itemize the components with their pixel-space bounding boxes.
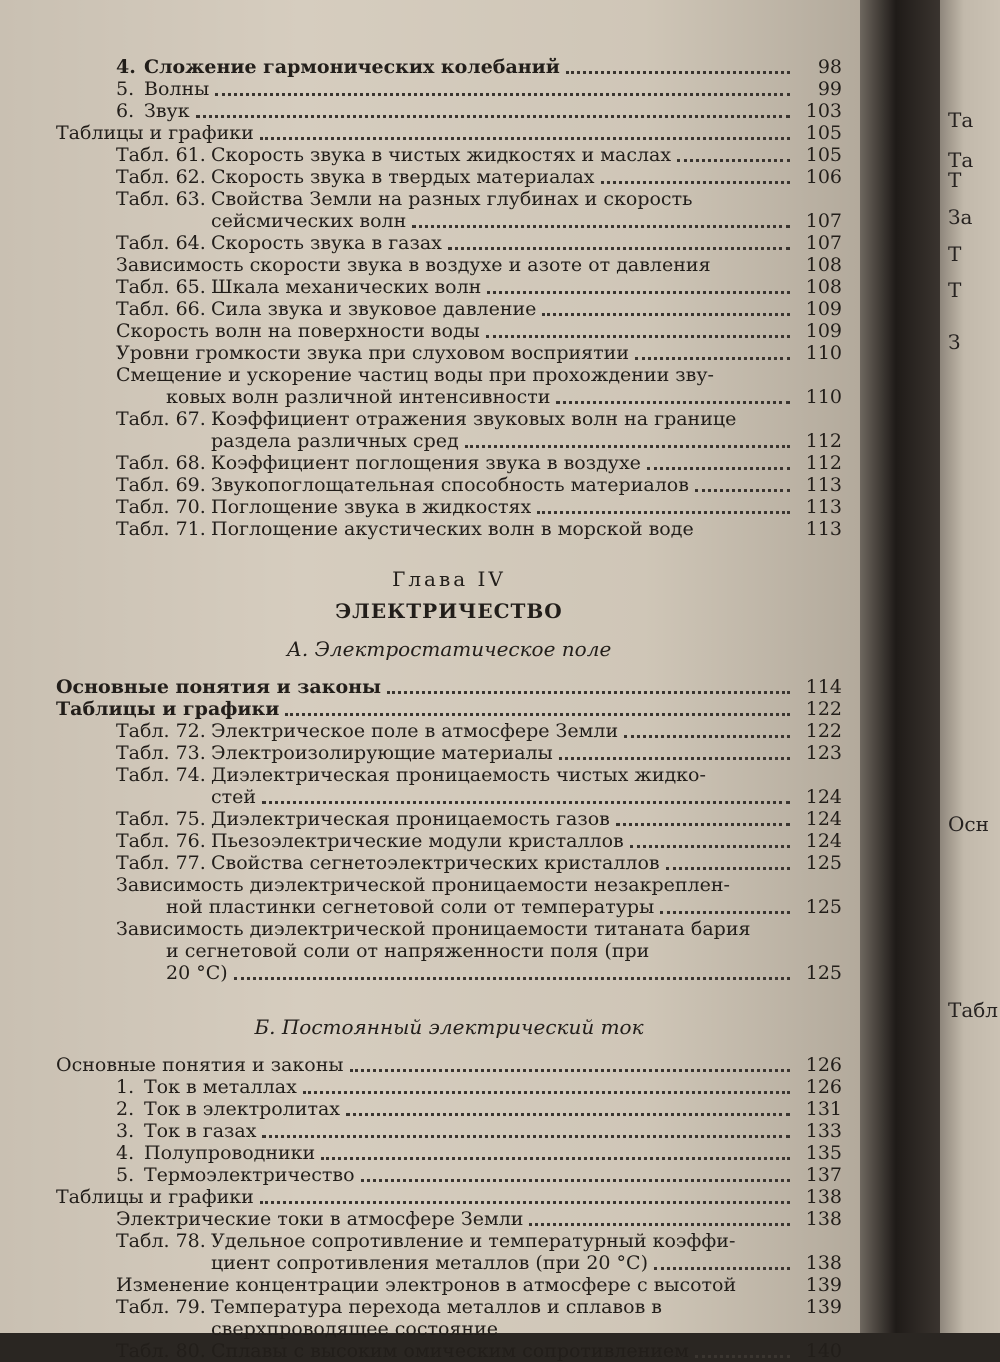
toc-entry-text: Скорость волн на поверхности воды	[116, 320, 480, 342]
toc-entry-number: 5.	[116, 78, 135, 100]
toc-entry-number: Табл. 79.	[116, 1296, 206, 1318]
toc-entry-text: Электрические токи в атмосфере Земли	[116, 1208, 524, 1230]
toc-entry-text: Коэффициент отражения звуковых волн на границе	[211, 408, 737, 430]
toc-entry	[56, 232, 842, 254]
right-page-text-fragment: Та	[948, 108, 974, 132]
toc-entry-number: Табл. 77.	[116, 852, 206, 874]
toc-entry-text: Сплавы с высоким омическим сопротивлением	[211, 1340, 689, 1362]
dot-leader	[677, 159, 790, 162]
toc-page-number: 137	[805, 1164, 842, 1186]
dot-leader	[465, 445, 790, 448]
toc-page-number: 125	[805, 896, 842, 918]
toc-page-number: 138	[805, 1208, 842, 1230]
toc-entry	[56, 874, 842, 896]
toc-entry	[56, 1208, 842, 1230]
dot-leader	[542, 313, 790, 316]
toc-page-number: 139	[805, 1274, 842, 1296]
toc-entry-text: Скорость звука в чистых жидкостях и маслах	[211, 144, 672, 166]
toc-entry-text: Скорость звука в газах	[211, 232, 442, 254]
dot-leader	[660, 911, 790, 914]
toc-page-number: 135	[805, 1142, 842, 1164]
book-gutter	[860, 0, 940, 1333]
toc-entry	[56, 386, 842, 408]
dot-leader	[537, 511, 790, 514]
toc-entry-title	[116, 56, 560, 78]
right-page-text-fragment: Та	[948, 148, 974, 172]
toc-entry-title	[56, 122, 254, 144]
toc-entry-title	[211, 430, 459, 452]
toc-entry	[56, 430, 842, 452]
toc-entry-text: циент сопротивления металлов (при 20 °С)	[211, 1252, 649, 1274]
toc-entry	[56, 852, 842, 874]
dot-leader	[448, 247, 790, 250]
toc-entry-text: ной пластинки сегнетовой соли от температуры	[166, 896, 655, 918]
toc-section-sound	[56, 56, 842, 540]
toc-entry-title	[116, 1076, 297, 1098]
toc-entry-title	[116, 452, 641, 474]
dot-leader	[262, 801, 790, 804]
toc-entry-number: Табл. 70.	[116, 496, 206, 518]
toc-entry	[56, 896, 842, 918]
toc-entry-number: Табл. 68.	[116, 452, 206, 474]
toc-entry	[56, 808, 842, 830]
toc-entry-title	[56, 1186, 254, 1208]
toc-entry-text: 20 °С)	[166, 962, 228, 984]
toc-entry-title	[211, 1318, 498, 1340]
toc-entry	[56, 408, 842, 430]
toc-page-number: 123	[805, 742, 842, 764]
toc-entry-number: Табл. 64.	[116, 232, 206, 254]
dot-leader	[321, 1157, 790, 1160]
toc-entry-title	[116, 342, 629, 364]
toc-entry	[56, 1120, 842, 1142]
dot-leader	[624, 735, 790, 738]
dot-leader	[361, 1179, 790, 1182]
dot-leader	[529, 1223, 790, 1226]
toc-entry-text: Электрическое поле в атмосфере Земли	[211, 720, 619, 742]
toc-page-number: 113	[805, 518, 842, 540]
toc-entry-text: Ток в электролитах	[144, 1098, 340, 1120]
toc-entry	[56, 1318, 842, 1340]
chapter-number: Глава IV	[392, 567, 506, 591]
dot-leader	[234, 977, 790, 980]
toc-page-number: 105	[805, 144, 842, 166]
toc-entry-text: раздела различных сред	[211, 430, 459, 452]
toc-entry	[56, 100, 842, 122]
dot-leader	[601, 181, 790, 184]
toc-page-number: 107	[805, 232, 842, 254]
toc-entry-title	[116, 474, 689, 496]
toc-entry-title	[116, 1208, 523, 1230]
toc-entry-title	[211, 1252, 648, 1274]
toc-entry-title	[166, 962, 228, 984]
toc-page-number: 138	[805, 1186, 842, 1208]
toc-entry	[56, 918, 842, 940]
toc-entry	[56, 342, 842, 364]
toc-entry	[56, 1054, 842, 1076]
dot-leader	[350, 1069, 790, 1072]
toc-entry-text: Полупроводники	[144, 1142, 316, 1164]
toc-entry-title	[116, 254, 711, 276]
right-page-text-fragment: Табл	[948, 998, 999, 1022]
toc-entry-text: Сложение гармонических колебаний	[144, 56, 560, 78]
toc-entry-text: Ток в металлах	[144, 1076, 297, 1098]
toc-entry	[56, 786, 842, 808]
toc-page-number: 109	[805, 320, 842, 342]
toc-entry-title	[116, 166, 595, 188]
toc-entry-title	[116, 1120, 256, 1142]
toc-entry	[56, 720, 842, 742]
toc-entry	[56, 188, 842, 210]
toc-entry-number: Табл. 67.	[116, 408, 206, 430]
right-page-text-fragment: З	[948, 330, 961, 354]
toc-entry	[56, 166, 842, 188]
toc-page-number: 124	[805, 808, 842, 830]
toc-entry-text: Удельное сопротивление и температурный коэффи-	[211, 1230, 736, 1252]
toc-entry-title	[211, 786, 256, 808]
dot-leader	[215, 93, 790, 96]
toc-entry	[56, 144, 842, 166]
toc-entry-number: Табл. 62.	[116, 166, 206, 188]
dot-leader	[647, 467, 790, 470]
toc-entry	[56, 1274, 842, 1296]
toc-page-number: 98	[817, 56, 842, 78]
toc-entry	[56, 764, 842, 786]
toc-section-direct-current	[56, 1054, 842, 1362]
toc-entry-title	[116, 764, 706, 786]
toc-entry	[56, 1230, 842, 1252]
toc-entry	[56, 1098, 842, 1120]
toc-page-number: 110	[805, 342, 842, 364]
toc-entry-text: Таблицы и графики	[56, 122, 254, 144]
toc-entry-number: Табл. 63.	[116, 188, 206, 210]
toc-entry	[56, 962, 842, 984]
toc-entry-title	[116, 496, 531, 518]
toc-page-number: 138	[805, 1252, 842, 1274]
toc-entry-title	[116, 298, 536, 320]
toc-entry-text: Скорость звука в твердых материалах	[211, 166, 595, 188]
toc-entry-number: Табл. 71.	[116, 518, 206, 540]
dot-leader	[566, 71, 790, 74]
toc-entry-text: Сила звука и звуковое давление	[211, 298, 537, 320]
toc-entry	[56, 1164, 842, 1186]
toc-entry-title	[116, 1098, 340, 1120]
toc-entry-text: Поглощение акустических волн в морской воде	[211, 518, 694, 540]
dot-leader	[487, 291, 790, 294]
toc-entry	[56, 830, 842, 852]
dot-leader	[695, 1355, 790, 1358]
toc-entry	[56, 1340, 842, 1362]
toc-entry	[56, 1296, 842, 1318]
dot-leader	[486, 335, 790, 338]
toc-entry-title	[116, 188, 692, 210]
toc-page-number: 114	[805, 676, 842, 698]
toc-entry	[56, 1252, 842, 1274]
toc-page-number: 126	[805, 1076, 842, 1098]
toc-entry	[56, 320, 842, 342]
dot-leader	[654, 1267, 790, 1270]
toc-entry-text: Зависимость скорости звука в воздухе и азоте от давления	[116, 254, 711, 276]
toc-entry	[56, 1186, 842, 1208]
toc-entry-text: Диэлектрическая проницаемость чистых жидко-	[211, 764, 706, 786]
toc-page-number: 133	[805, 1120, 842, 1142]
toc-entry-text: Ток в газах	[144, 1120, 257, 1142]
toc-entry-title	[116, 852, 660, 874]
toc-entry-title	[116, 100, 190, 122]
section-title-electrostatic: А. Электростатическое поле	[286, 637, 612, 661]
right-page-text-fragment: За	[948, 205, 973, 229]
dot-leader	[635, 357, 790, 360]
toc-entry-title	[116, 232, 442, 254]
toc-page-number: 122	[805, 720, 842, 742]
dot-leader	[260, 1201, 790, 1204]
toc-entry-title	[116, 364, 714, 386]
toc-page-number: 126	[805, 1054, 842, 1076]
toc-entry-text: Шкала механических волн	[211, 276, 482, 298]
toc-entry-number: 4.	[116, 1142, 135, 1164]
toc-entry-text: Смещение и ускорение частиц воды при прохождении зву-	[116, 364, 714, 386]
toc-entry-text: Звук	[144, 100, 190, 122]
toc-entry-title	[56, 1054, 344, 1076]
toc-entry-text: Таблицы и графики	[56, 698, 280, 720]
toc-entry-title	[116, 518, 694, 540]
dot-leader	[285, 713, 790, 716]
dot-leader	[559, 757, 790, 760]
toc-entry-number: Табл. 61.	[116, 144, 206, 166]
toc-entry	[56, 474, 842, 496]
toc-entry-number: Табл. 73.	[116, 742, 206, 764]
toc-entry-title	[56, 676, 381, 698]
dot-leader	[262, 1135, 790, 1138]
toc-page-number: 99	[817, 78, 842, 100]
toc-entry	[56, 78, 842, 100]
toc-entry-title	[116, 1274, 736, 1296]
toc-entry	[56, 496, 842, 518]
toc-entry-text: Зависимость диэлектрической проницаемости титаната бария	[116, 918, 751, 940]
toc-entry	[56, 676, 842, 698]
toc-entry-title	[166, 386, 550, 408]
toc-page-number: 109	[805, 298, 842, 320]
toc-entry	[56, 518, 842, 540]
toc-entry	[56, 452, 842, 474]
toc-entry-number: Табл. 78.	[116, 1230, 206, 1252]
dot-leader	[556, 401, 790, 404]
toc-entry-text: сверхпроводящее состояние	[211, 1318, 498, 1340]
toc-entry-number: 2.	[116, 1098, 135, 1120]
toc-page-number: 125	[805, 962, 842, 984]
toc-entry-title	[211, 210, 406, 232]
dot-leader	[412, 225, 790, 228]
table-of-contents	[56, 56, 842, 1362]
toc-entry	[56, 1076, 842, 1098]
toc-section-electrostatic	[56, 676, 842, 984]
toc-entry-title	[116, 1164, 355, 1186]
dot-leader	[346, 1113, 790, 1116]
toc-entry-number: Табл. 66.	[116, 298, 206, 320]
toc-entry-title	[116, 874, 730, 896]
toc-page-number: 139	[805, 1296, 842, 1318]
dot-leader	[387, 691, 790, 694]
section-title-direct-current: Б. Постоянный электрический ток	[254, 1015, 644, 1039]
toc-entry-text: и сегнетовой соли от напряженности поля (при	[166, 940, 650, 962]
toc-entry	[56, 698, 842, 720]
right-page-text-fragment: Т	[948, 242, 962, 266]
toc-entry-text: Изменение концентрации электронов в атмосфере с высотой	[116, 1274, 737, 1296]
toc-page-number: 108	[805, 254, 842, 276]
toc-entry-title	[116, 918, 751, 940]
toc-entry-text: Таблицы и графики	[56, 1186, 254, 1208]
toc-page-number: 103	[805, 100, 842, 122]
toc-entry	[56, 210, 842, 232]
toc-entry-number: Табл. 69.	[116, 474, 206, 496]
dot-leader	[260, 137, 790, 140]
toc-page-number: 113	[805, 474, 842, 496]
toc-entry-text: Основные понятия и законы	[56, 1054, 344, 1076]
toc-entry-text: сейсмических волн	[211, 210, 407, 232]
toc-entry-text: Свойства Земли на разных глубинах и скорость	[211, 188, 693, 210]
toc-entry-title	[116, 742, 553, 764]
toc-entry	[56, 940, 842, 962]
toc-entry-number: Табл. 76.	[116, 830, 206, 852]
toc-page-number: 131	[805, 1098, 842, 1120]
toc-entry	[56, 254, 842, 276]
toc-page-number: 112	[805, 452, 842, 474]
toc-entry	[56, 56, 842, 78]
toc-entry-title	[166, 896, 654, 918]
toc-entry-text: Пьезоэлектрические модули кристаллов	[211, 830, 624, 852]
toc-entry-title	[116, 1230, 735, 1252]
toc-page-number: 113	[805, 496, 842, 518]
toc-entry	[56, 364, 842, 386]
toc-entry-title	[56, 698, 279, 720]
chapter-title: ЭЛЕКТРИЧЕСТВО	[335, 599, 563, 623]
toc-page-number: 140	[805, 1340, 842, 1362]
toc-entry-text: Звукопоглощательная способность материалов	[211, 474, 689, 496]
toc-page-number: 112	[805, 430, 842, 452]
toc-page-number: 108	[805, 276, 842, 298]
toc-entry	[56, 1142, 842, 1164]
right-page-text-fragment: Осн	[948, 812, 989, 836]
toc-entry-number: 5.	[116, 1164, 135, 1186]
toc-entry-number: Табл. 75.	[116, 808, 206, 830]
toc-entry-text: стей	[211, 786, 257, 808]
toc-entry-title	[116, 720, 618, 742]
toc-page-number: 107	[805, 210, 842, 232]
toc-entry-text: Электроизолирующие материалы	[211, 742, 553, 764]
toc-entry-title	[116, 276, 481, 298]
toc-entry	[56, 122, 842, 144]
toc-entry-title	[116, 1142, 315, 1164]
toc-entry-number: Табл. 72.	[116, 720, 206, 742]
toc-entry	[56, 742, 842, 764]
toc-entry-text: Поглощение звука в жидкостях	[211, 496, 532, 518]
toc-entry-number: Табл. 80.	[116, 1340, 206, 1362]
toc-entry-text: Термоэлектричество	[144, 1164, 355, 1186]
dot-leader	[666, 867, 790, 870]
toc-entry-title	[116, 830, 624, 852]
toc-entry-text: Температура перехода металлов и сплавов в	[211, 1296, 662, 1318]
toc-entry-text: Уровни громкости звука при слуховом восприятии	[116, 342, 629, 364]
toc-page-number: 125	[805, 852, 842, 874]
toc-entry-text: Диэлектрическая проницаемость газов	[211, 808, 610, 830]
toc-entry-title	[116, 1340, 689, 1362]
toc-entry-number: 3.	[116, 1120, 135, 1142]
toc-entry-text: ковых волн различной интенсивности	[166, 386, 551, 408]
toc-entry-number: Табл. 65.	[116, 276, 206, 298]
right-page-text-fragment: Т	[948, 278, 962, 302]
toc-entry-title	[116, 408, 736, 430]
toc-entry-number: 4.	[116, 56, 136, 78]
toc-entry-text: Волны	[144, 78, 210, 100]
toc-page-number: 110	[805, 386, 842, 408]
toc-entry-title	[116, 78, 209, 100]
right-page-text-fragment: Т	[948, 168, 962, 192]
toc-entry-title	[116, 808, 610, 830]
toc-entry-title	[116, 1296, 662, 1318]
toc-page-number: 124	[805, 830, 842, 852]
toc-entry-number: 6.	[116, 100, 135, 122]
toc-entry-text: Коэффициент поглощения звука в воздухе	[211, 452, 641, 474]
toc-entry	[56, 298, 842, 320]
toc-entry-title	[116, 320, 480, 342]
dot-leader	[695, 489, 790, 492]
toc-page-number: 105	[805, 122, 842, 144]
dot-leader	[196, 115, 790, 118]
dot-leader	[303, 1091, 790, 1094]
toc-entry-title	[166, 940, 649, 962]
dot-leader	[616, 823, 790, 826]
toc-page-number: 124	[805, 786, 842, 808]
book-page-right	[940, 0, 1000, 1333]
toc-entry-number: 1.	[116, 1076, 135, 1098]
dot-leader	[630, 845, 790, 848]
toc-entry-text: Свойства сегнетоэлектрических кристаллов	[211, 852, 660, 874]
toc-page-number: 122	[805, 698, 842, 720]
toc-page-number: 106	[805, 166, 842, 188]
toc-entry-number: Табл. 74.	[116, 764, 206, 786]
toc-entry	[56, 276, 842, 298]
toc-entry-text: Основные понятия и законы	[56, 676, 382, 698]
toc-entry-text: Зависимость диэлектрической проницаемости незакреплен-	[116, 874, 730, 896]
toc-entry-title	[116, 144, 671, 166]
